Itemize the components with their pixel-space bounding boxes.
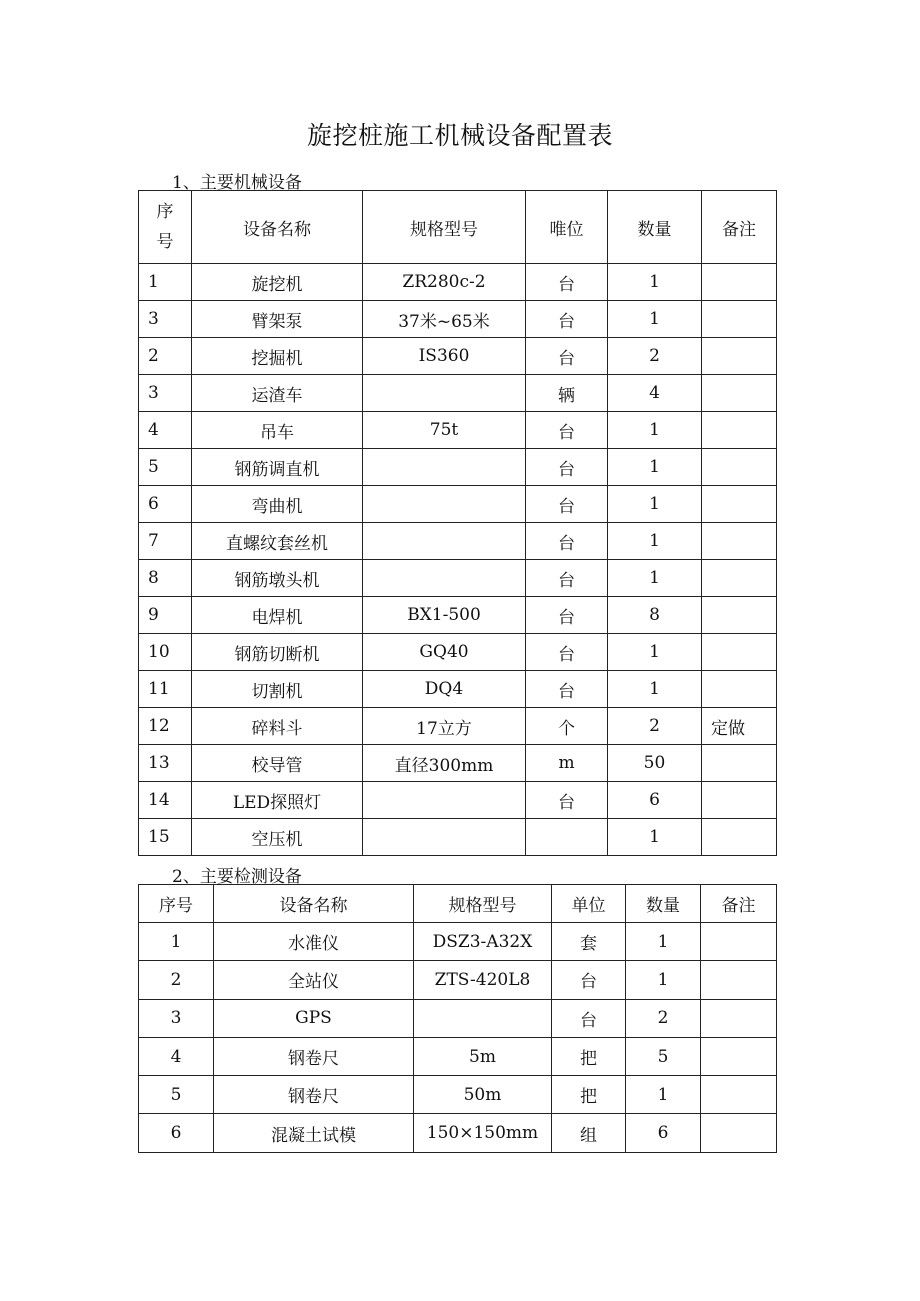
cell-qty: 2 [608,708,702,745]
cell-note [702,449,777,486]
header-qty: 数量 [626,885,701,923]
cell-unit: 台 [526,264,608,301]
cell-qty: 50 [608,745,702,782]
cell-spec: GQ40 [363,634,526,671]
table-row [139,782,777,819]
cell-no: 4 [139,412,192,449]
cell-spec: 75t [363,412,526,449]
header-no: 序 号 [139,191,192,264]
cell-qty: 5 [626,1037,701,1075]
cell-spec: BX1-500 [363,597,526,634]
table-row [139,819,777,856]
cell-name: 钢卷尺 [214,1076,414,1114]
cell-no: 3 [139,375,192,412]
table-row [139,560,777,597]
cell-unit: 台 [526,671,608,708]
cell-name: 弯曲机 [192,486,363,523]
cell-name: 切割机 [192,671,363,708]
header-spec: 规格型号 [363,191,526,264]
cell-name: 运渣车 [192,375,363,412]
cell-unit: 个 [526,708,608,745]
cell-note [701,1037,777,1075]
cell-no: 1 [139,923,214,961]
cell-spec [363,486,526,523]
cell-spec [363,375,526,412]
inspection-table [138,884,777,1153]
table-row [139,923,777,961]
cell-no: 5 [139,1076,214,1114]
cell-spec: DSZ3-A32X [414,923,552,961]
section2-heading: 2、主要检测设备 [172,867,302,887]
header-qty: 数量 [608,191,702,264]
cell-spec [363,560,526,597]
cell-note [702,264,777,301]
cell-qty: 4 [608,375,702,412]
cell-note [702,523,777,560]
table-row [139,486,777,523]
cell-no: 13 [139,745,192,782]
cell-note [702,486,777,523]
cell-spec: DQ4 [363,671,526,708]
cell-note [701,923,777,961]
cell-unit: 台 [526,412,608,449]
cell-no: 1 [139,264,192,301]
cell-note [702,412,777,449]
header-name: 设备名称 [214,885,414,923]
cell-unit: 把 [552,1076,626,1114]
cell-qty: 1 [608,412,702,449]
table-row [139,523,777,560]
cell-qty: 2 [626,999,701,1037]
table-row [139,1114,777,1152]
cell-note [702,338,777,375]
cell-no: 2 [139,338,192,375]
cell-qty: 1 [608,671,702,708]
cell-spec: 37米~65米 [363,301,526,338]
header-name: 设备名称 [192,191,363,264]
cell-name: 碎料斗 [192,708,363,745]
cell-spec [363,449,526,486]
cell-name: 空压机 [192,819,363,856]
cell-spec [363,819,526,856]
header-unit: 单位 [552,885,626,923]
cell-qty: 1 [626,961,701,999]
cell-no: 3 [139,301,192,338]
cell-note [702,301,777,338]
table-row [139,338,777,375]
cell-no: 11 [139,671,192,708]
cell-no: 6 [139,486,192,523]
cell-spec [363,782,526,819]
table-row [139,264,777,301]
cell-name: 混凝土试模 [214,1114,414,1152]
cell-spec: 5m [414,1037,552,1075]
cell-no: 2 [139,961,214,999]
cell-spec [363,523,526,560]
cell-note [702,597,777,634]
cell-unit: 台 [526,597,608,634]
cell-qty: 1 [626,923,701,961]
header-note: 备注 [701,885,777,923]
cell-no: 6 [139,1114,214,1152]
cell-no: 8 [139,560,192,597]
cell-name: 钢筋切断机 [192,634,363,671]
table-header-row [139,885,777,923]
cell-unit: 台 [526,486,608,523]
cell-spec [414,999,552,1037]
cell-unit: 组 [552,1114,626,1152]
cell-note [702,634,777,671]
cell-note [701,1076,777,1114]
table-row [139,597,777,634]
cell-qty: 1 [608,301,702,338]
cell-name: 直螺纹套丝机 [192,523,363,560]
table-row [139,375,777,412]
table-row [139,745,777,782]
cell-spec: 150×150mm [414,1114,552,1152]
cell-no: 15 [139,819,192,856]
cell-spec: ZTS-420L8 [414,961,552,999]
cell-no: 3 [139,999,214,1037]
cell-note [702,745,777,782]
cell-name: 钢筋墩头机 [192,560,363,597]
table-row [139,961,777,999]
cell-note: 定做 [702,708,777,745]
cell-qty: 1 [608,523,702,560]
cell-unit [526,819,608,856]
cell-qty: 1 [608,264,702,301]
cell-note [702,560,777,597]
cell-note [702,782,777,819]
header-no: 序号 [139,885,214,923]
cell-no: 5 [139,449,192,486]
table-row [139,671,777,708]
cell-no: 14 [139,782,192,819]
cell-spec: IS360 [363,338,526,375]
cell-name: 水准仪 [214,923,414,961]
cell-note [702,819,777,856]
cell-no: 4 [139,1037,214,1075]
cell-unit: 套 [552,923,626,961]
table-row [139,412,777,449]
cell-name: 吊车 [192,412,363,449]
cell-no: 9 [139,597,192,634]
cell-unit: 台 [526,634,608,671]
cell-unit: 台 [526,449,608,486]
cell-no: 12 [139,708,192,745]
cell-no: 7 [139,523,192,560]
cell-no: 10 [139,634,192,671]
cell-name: 臂架泵 [192,301,363,338]
cell-spec: 17立方 [363,708,526,745]
cell-unit: 台 [526,301,608,338]
cell-note [701,999,777,1037]
cell-name: 校导管 [192,745,363,782]
cell-note [701,961,777,999]
cell-unit: 台 [526,782,608,819]
table-row [139,301,777,338]
cell-name: GPS [214,999,414,1037]
cell-name: 挖掘机 [192,338,363,375]
page-title: 旋挖桩施工机械设备配置表 [306,121,613,150]
section1-heading: 1、主要机械设备 [172,173,302,193]
cell-unit: 台 [552,999,626,1037]
cell-qty: 6 [608,782,702,819]
cell-unit: 台 [526,560,608,597]
table-row [139,999,777,1037]
cell-name: 钢卷尺 [214,1037,414,1075]
header-note: 备注 [702,191,777,264]
cell-qty: 1 [608,486,702,523]
cell-unit: 把 [552,1037,626,1075]
cell-qty: 6 [626,1114,701,1152]
cell-unit: m [526,745,608,782]
table-row [139,449,777,486]
cell-qty: 8 [608,597,702,634]
cell-qty: 1 [608,634,702,671]
cell-name: LED探照灯 [192,782,363,819]
cell-unit: 辆 [526,375,608,412]
machinery-table [138,190,777,856]
cell-spec: 50m [414,1076,552,1114]
cell-note [702,671,777,708]
cell-qty: 1 [608,560,702,597]
header-unit: 唯位 [526,191,608,264]
cell-name: 旋挖机 [192,264,363,301]
table-row [139,634,777,671]
cell-qty: 1 [608,819,702,856]
cell-unit: 台 [526,338,608,375]
cell-spec: ZR280c-2 [363,264,526,301]
cell-unit: 台 [526,523,608,560]
cell-qty: 1 [626,1076,701,1114]
table-row [139,1037,777,1075]
cell-note [701,1114,777,1152]
cell-unit: 台 [552,961,626,999]
cell-name: 全站仪 [214,961,414,999]
header-spec: 规格型号 [414,885,552,923]
table-row [139,1076,777,1114]
cell-name: 电焊机 [192,597,363,634]
table-row [139,708,777,745]
cell-qty: 1 [608,449,702,486]
cell-spec: 直径300mm [363,745,526,782]
cell-note [702,375,777,412]
table-header-row [139,191,777,264]
cell-name: 钢筋调直机 [192,449,363,486]
cell-qty: 2 [608,338,702,375]
